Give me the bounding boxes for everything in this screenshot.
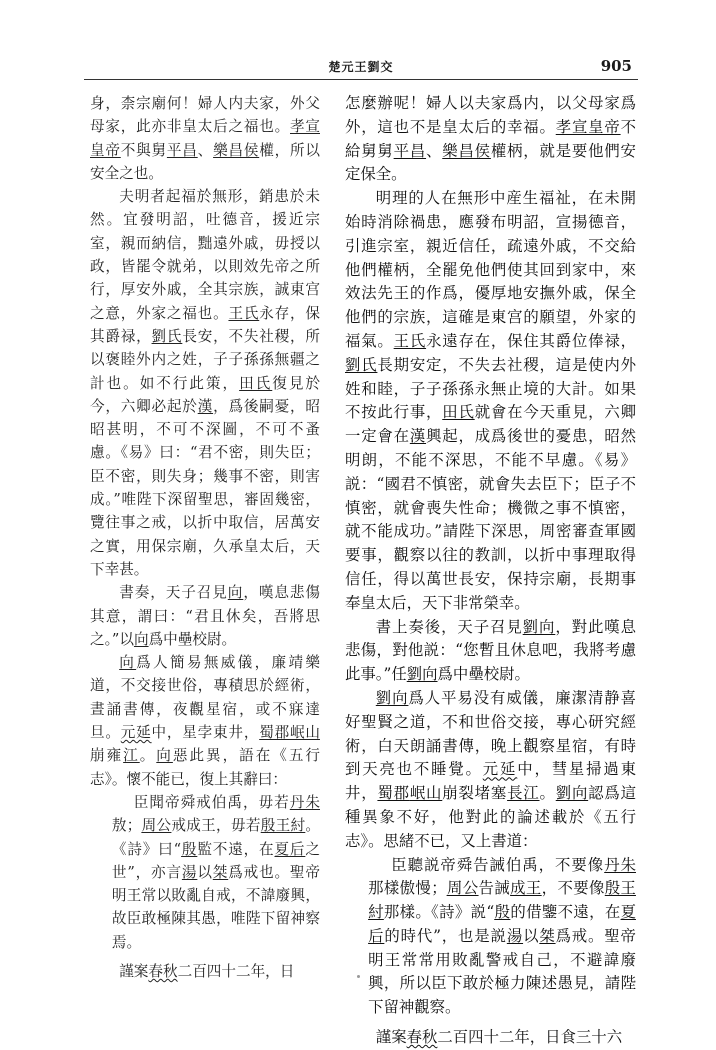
text-run: 爲人平易没有威儀，廉潔清静喜好聖賢之道，不和世俗交接，專心研究經術，白天朗誦書傳，晚上觀察星宿，有時到天亮也不睡覺。	[345, 688, 636, 779]
proper-noun: 岷山	[409, 784, 443, 803]
text-run: 夫明者起福於無形，銷患於未然。宜發明詔，吐德音，援近宗室，親而納信，黜遠外戚，毋授以政，皆罷令就弟，以則效先帝之所行，厚安外戚，全其宗族，誠東宫之意，外家之福也。	[90, 188, 320, 322]
proper-noun: 江	[123, 747, 140, 765]
classical-text-column	[90, 92, 320, 983]
proper-noun: 田氏	[442, 403, 475, 422]
text-run: 長安，不失社稷，所以褒睦外内之姓，子子孫孫無疆之計也。如不行此策，	[90, 327, 320, 392]
text-run: 、	[197, 141, 214, 159]
proper-noun: 殷王紂	[260, 817, 306, 835]
proper-noun: 劉向	[375, 688, 409, 707]
text-run: 爲中壘校尉。	[437, 665, 530, 684]
proper-noun: 劉氏	[151, 327, 183, 345]
text-run: 二百四十二年，日食三十六	[437, 1028, 623, 1047]
proper-noun: 劉向	[522, 617, 556, 636]
text-run: 謹案	[375, 1028, 407, 1047]
text-run: 身，柰宗廟何！婦人内夫家，外父母家，此亦非皇太后之福也。	[90, 95, 320, 136]
title-mark: 春秋	[406, 1028, 438, 1047]
paragraph	[345, 187, 636, 615]
proper-noun: 漢	[409, 427, 427, 446]
text-run: ，對此嘆息悲傷，對他説：“您暫且休息吧，我將考慮此事。”任	[345, 617, 636, 684]
text-run: 永存，保其爵禄，	[90, 304, 320, 345]
text-run: 二百四十二年，日	[177, 962, 295, 980]
proper-noun: 周公	[141, 817, 172, 835]
text-run: 爲人簡易無威儀，廉靖樂道，不交接世俗，專積思於經術，晝誦書傳，夜觀星宿，或不寐達旦。	[90, 654, 320, 742]
text-run: 謹案	[119, 962, 149, 980]
text-run: 長期安定，不失去社稷，這是使内外姓和睦，子子孫孫永無止境的大計。如果不按此行事，	[345, 355, 636, 422]
text-run: 監不遠，在	[197, 840, 275, 858]
proper-noun: 殷王紂	[368, 879, 636, 922]
text-run: 爲戒。聖帝明王常常用敗亂警戒自己，不避諱廢興，所以臣下敢於極力陳述愚見，請陛下留神觀察。	[368, 926, 636, 1017]
text-run: 書奏，天子召見	[119, 584, 228, 602]
text-run: 惡此異，語在《五行志》。懷不能已，復上其辭曰：	[90, 747, 320, 788]
text-run: 永遠存在，保住其爵位俸禄，	[426, 331, 636, 350]
text-run: 復見於今，六卿必起於	[90, 374, 320, 415]
text-run: 爲戒也。聖帝明王常以敗亂自戒，不諱廢興，故臣敢極陳其愚，唯陛下留神察焉。	[111, 863, 320, 951]
proper-noun: 孝宣皇帝	[90, 118, 320, 159]
paragraph	[345, 687, 636, 854]
text-run: 。	[539, 784, 556, 803]
proper-noun: 劉向	[555, 784, 589, 803]
proper-noun: 向	[227, 584, 244, 602]
proper-noun: 湯	[506, 926, 524, 945]
paragraph	[90, 581, 320, 651]
proper-noun: 桀	[212, 863, 229, 881]
text-run: ，不要像	[541, 879, 605, 898]
proper-noun: 桀	[539, 926, 556, 945]
paragraph	[345, 1026, 636, 1050]
text-run: 以	[523, 926, 540, 945]
proper-noun: 平昌	[393, 141, 427, 160]
proper-noun: 夏后	[274, 840, 306, 858]
header-rule	[84, 79, 638, 80]
text-run: 怎麼辦呢！婦人以夫家爲内，以父母家爲外，這也不是皇太后的幸福。	[345, 94, 636, 136]
proper-noun: 向	[133, 630, 149, 648]
proper-noun: 向	[156, 747, 173, 765]
text-run: 權，所以安全之也。	[90, 141, 320, 182]
text-run: 以	[197, 863, 213, 881]
text-run: 。	[139, 747, 157, 765]
proper-noun: 向	[119, 654, 137, 672]
paragraph	[90, 92, 320, 185]
text-run: 的借鑒不遠，在	[510, 903, 621, 922]
title-mark: 元延	[482, 760, 518, 779]
text-run: 那樣。《詩》説“	[383, 903, 495, 922]
text-run: 臣聞帝舜戒伯禹，毋若	[133, 793, 290, 811]
proper-noun: 孝宣皇帝	[555, 117, 621, 136]
proper-noun: 劉氏	[345, 355, 378, 374]
running-header	[84, 56, 638, 80]
text-run: 書上奏後，天子召見	[375, 617, 523, 636]
text-run: 的時代”，也是説	[384, 926, 507, 945]
proper-noun: 漢	[197, 397, 214, 415]
proper-noun: 周公	[446, 879, 479, 898]
proper-noun: 樂昌侯	[442, 141, 491, 160]
translation-column	[345, 92, 636, 1050]
text-run: 戒成王，毋若	[171, 817, 261, 835]
text-run: ，嘆息悲傷其意，謂曰：“君且休矣，吾將思之。”以	[90, 584, 320, 648]
text-run: 、	[426, 141, 443, 160]
proper-noun: 平昌	[166, 141, 198, 159]
proper-noun: 丹朱	[289, 793, 320, 811]
proper-noun: 蜀郡	[377, 784, 410, 803]
text-run: 。《詩》曰“	[111, 817, 320, 858]
title-mark: 春秋	[148, 962, 178, 980]
text-run: 告誡	[478, 879, 511, 898]
scan-speck	[357, 963, 360, 982]
proper-noun: 蜀郡	[259, 724, 290, 742]
proper-noun: 劉向	[406, 665, 438, 684]
memorial-quote	[90, 791, 320, 954]
paragraph	[345, 92, 636, 187]
proper-noun: 岷山	[289, 724, 320, 742]
paragraph	[345, 616, 636, 687]
title-mark: 元延	[120, 724, 152, 742]
text-run: 爲中壘校尉。	[148, 630, 237, 648]
text-run: 崩雍	[90, 747, 124, 765]
proper-noun: 田氏	[239, 374, 273, 392]
text-run: 崩裂堵塞	[442, 784, 508, 803]
proper-noun: 長江	[507, 784, 540, 803]
proper-noun: 殷	[494, 903, 511, 922]
text-run: 那樣傲慢；	[368, 879, 447, 898]
proper-noun: 成王	[510, 879, 542, 898]
header-title: 楚元王劉交	[328, 60, 394, 74]
text-run: 之世”，亦言	[111, 840, 320, 881]
paragraph	[90, 960, 320, 983]
text-run: 興起，成爲後世的憂患，昭然明朗，不能不深思，不能不早慮。《易》説：“國君不慎密，就會失去臣下；臣子不慎密，就會喪失性命；機微之事不慎密，就不能成功。”請陛下深思，周密審查軍國要事，觀察以往的教訓，以折中事理取得信任，得以萬世長安，保持宗廟，長期事奉皇太后，天下非常榮幸。	[345, 427, 636, 612]
text-run: 明理的人在無形中産生福祉，在未開始時消除禍患，應發布明詔，宣揚德音，引進宗室，親近信任，疏遠外戚，不交給他們權柄，全罷免他們使其回到家中，來效法先王的作爲，優厚地安撫外戚，保全他們的宗族，這確是東宫的願望，外家的福氣。	[345, 189, 636, 350]
proper-noun: 湯	[181, 863, 198, 881]
page-number: 905	[600, 57, 632, 75]
text-run: 中，星孛東井，	[151, 724, 260, 742]
text-run: 就會在今天重見，六卿一定會在	[345, 403, 636, 446]
paragraph	[90, 651, 320, 791]
proper-noun: 殷	[181, 840, 198, 858]
text-run: 不與舅	[120, 141, 167, 159]
text-run: ，爲後嗣憂，昭昭甚明，不可不深圖，不可不蚤慮。《易》曰：“君不密，則失臣；臣不密，則失身；幾事不密，則害成。”唯陛下深留聖思，審固幾密，覽往事之戒，以折中取信，居萬安之實，用保宗廟，久承皇太后，天下幸甚。	[90, 397, 320, 578]
text-run: 認爲這種異象不好，他對此的論述載於《五行志》。思緒不已，又上書道：	[345, 784, 636, 850]
text-run: 中，彗星掃過東井，	[345, 760, 636, 803]
text-run: 臣聽説帝舜告誡伯禹，不要像	[391, 855, 605, 874]
text-run: 敖；	[111, 817, 142, 835]
text-run: 不給舅舅	[345, 117, 636, 160]
proper-noun: 樂昌侯	[213, 141, 260, 159]
paragraph	[90, 185, 320, 581]
memorial-quote	[345, 854, 636, 1021]
text-run: 權柄，就是要他們安定保全。	[345, 141, 636, 184]
proper-noun: 丹朱	[604, 855, 636, 874]
proper-noun: 王氏	[393, 331, 427, 350]
proper-noun: 夏后	[368, 903, 636, 945]
proper-noun: 王氏	[228, 304, 260, 322]
